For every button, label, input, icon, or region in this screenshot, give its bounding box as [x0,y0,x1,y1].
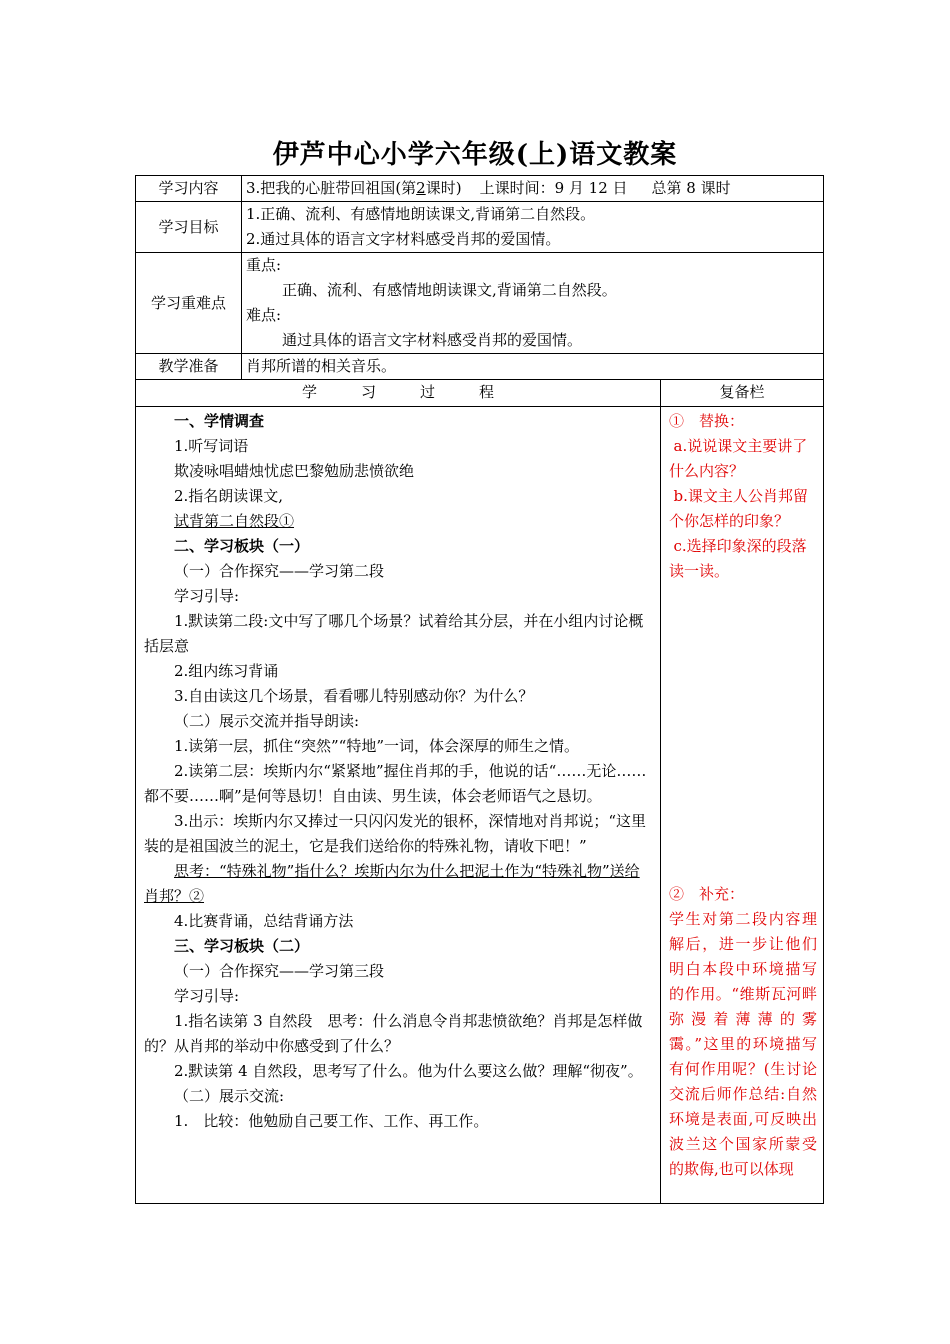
period-prefix: (第 [395,179,417,197]
process-line: 1. 比较：他勉励自己要工作、工作、再工作。 [174,1112,489,1130]
process-line: 2.组内练习背诵 [174,662,279,680]
lesson-title: 3.把我的心脏带回祖国 [246,179,396,197]
process-line: 1.读第一层，抓住“突然”“特地”一词，体会深厚的师生之情。 [174,737,579,755]
content-cell [242,176,824,202]
process-header-char: 程 [479,383,495,401]
goal-cell [242,202,824,253]
period-num: 2 [416,179,426,197]
prep-row [136,354,824,380]
process-line: 1.默读第二段:文中写了哪几个场景？试着给其分层，并在小组内讨论概括层意 [144,612,644,655]
process-line: 3.出示：埃斯内尔又捧过一只闪闪发光的银杯，深情地对肖邦说；“这里装的是祖国波兰的泥土，它是我们送给你的特殊礼物，请收下吧！” [144,812,646,855]
process-line: 学习引导: [174,587,240,605]
lesson-plan-table [135,175,824,1204]
diff-head: 难点: [246,306,282,324]
key-label: 学习重难点 [136,253,242,354]
key-row [136,253,824,354]
total-periods: 总第 8 课时 [651,179,731,197]
goal-item: 1.正确、流利、有感情地朗读课文,背诵第二自然段。 [246,205,596,223]
note-line: c.选择印象深的段落读一读。 [669,537,807,580]
note-line: b.课文主人公肖邦留个你怎样的印象？ [669,487,808,530]
process-line: 4.比赛背诵，总结背诵方法 [174,912,354,930]
process-line: 欺凌咏唱蜡烛忧虑巴黎勉励悲愤欲绝 [174,462,415,480]
review-notes-cell [661,407,824,1204]
process-line: （二）展示交流: [174,1087,285,1105]
process-line: （一）合作探究——学习第三段 [174,962,385,980]
note-line: a.说说课文主要讲了什么内容？ [669,437,808,480]
process-line: 3.自由读这几个场景，看看哪儿特别感动你？为什么？ [174,687,534,705]
note-line: 学生对第二段内容理解后，进一步让他们明白本段中环境描写的作用。“维斯瓦河畔弥漫着薄薄的雾霭。”这里的环境描写有何作用呢？(生讨论交流后师作总结:自然环境是表面,可反映出波兰这个国家所蒙受的欺侮,也可以体现 [669,910,818,1178]
process-header-row [136,380,824,407]
period-suffix: 课时) [425,179,462,197]
process-line: 2.默读第 4 自然段，思考写了什么。他为什么要这么做？理解“彻夜”。 [174,1062,643,1080]
goal-item: 2.通过具体的语言文字材料感受肖邦的爱国情。 [246,230,561,248]
key-cell [242,253,824,354]
process-line: 学习引导: [174,987,240,1005]
page-title: 伊芦中心小学六年级(上)语文教案 [272,140,678,170]
note-group-1 [669,407,817,584]
process-line: 1.指名读第 3 自然段 思考：什么消息令肖邦悲愤欲绝？肖邦是怎样做的？从肖邦的举动中你感受到了什么？ [144,1012,643,1055]
prep-text: 肖邦所谱的相关音乐。 [242,354,824,380]
section-heading: 二、学习板块（一） [174,537,310,555]
process-line: 试背第二自然段① [174,512,295,530]
process-line: 2.读第二层：埃斯内尔“紧紧地”握住肖邦的手，他说的话“……无论……都不要……啊”是何等恳切！自由读、男生读，体会老师语气之恳切。 [144,762,647,805]
note-line: ② 补充： [669,885,745,903]
process-line: 2.指名朗读课文, [174,487,284,505]
content-label: 学习内容 [136,176,242,202]
process-line: （二）展示交流并指导朗读: [174,712,360,730]
process-header-char: 习 [360,383,376,401]
side-header: 复备栏 [661,380,824,407]
goal-row [136,202,824,253]
note-group-2 [669,882,817,1182]
process-header [136,380,661,407]
diff-text: 通过具体的语言文字材料感受肖邦的爱国情。 [282,331,583,349]
key-text: 正确、流利、有感情地朗读课文,背诵第二自然段。 [282,281,617,299]
process-cell [136,407,661,1204]
content-row [136,176,824,202]
process-line: 1.听写词语 [174,437,249,455]
section-heading: 三、学习板块（二） [174,937,310,955]
process-line: （一）合作探究——学习第二段 [174,562,385,580]
prep-label: 教学准备 [136,354,242,380]
goal-label: 学习目标 [136,202,242,253]
key-head: 重点: [246,256,282,274]
process-header-char: 过 [420,383,436,401]
process-row [136,407,824,1204]
process-line: 思考：“特殊礼物”指什么？埃斯内尔为什么把泥土作为“特殊礼物”送给肖邦？② [144,862,640,905]
note-line: ① 替换： [669,412,745,430]
class-time: 上课时间：9 月 12 日 [479,179,628,197]
process-header-char: 学 [301,383,317,401]
section-heading: 一、学情调查 [174,412,265,430]
